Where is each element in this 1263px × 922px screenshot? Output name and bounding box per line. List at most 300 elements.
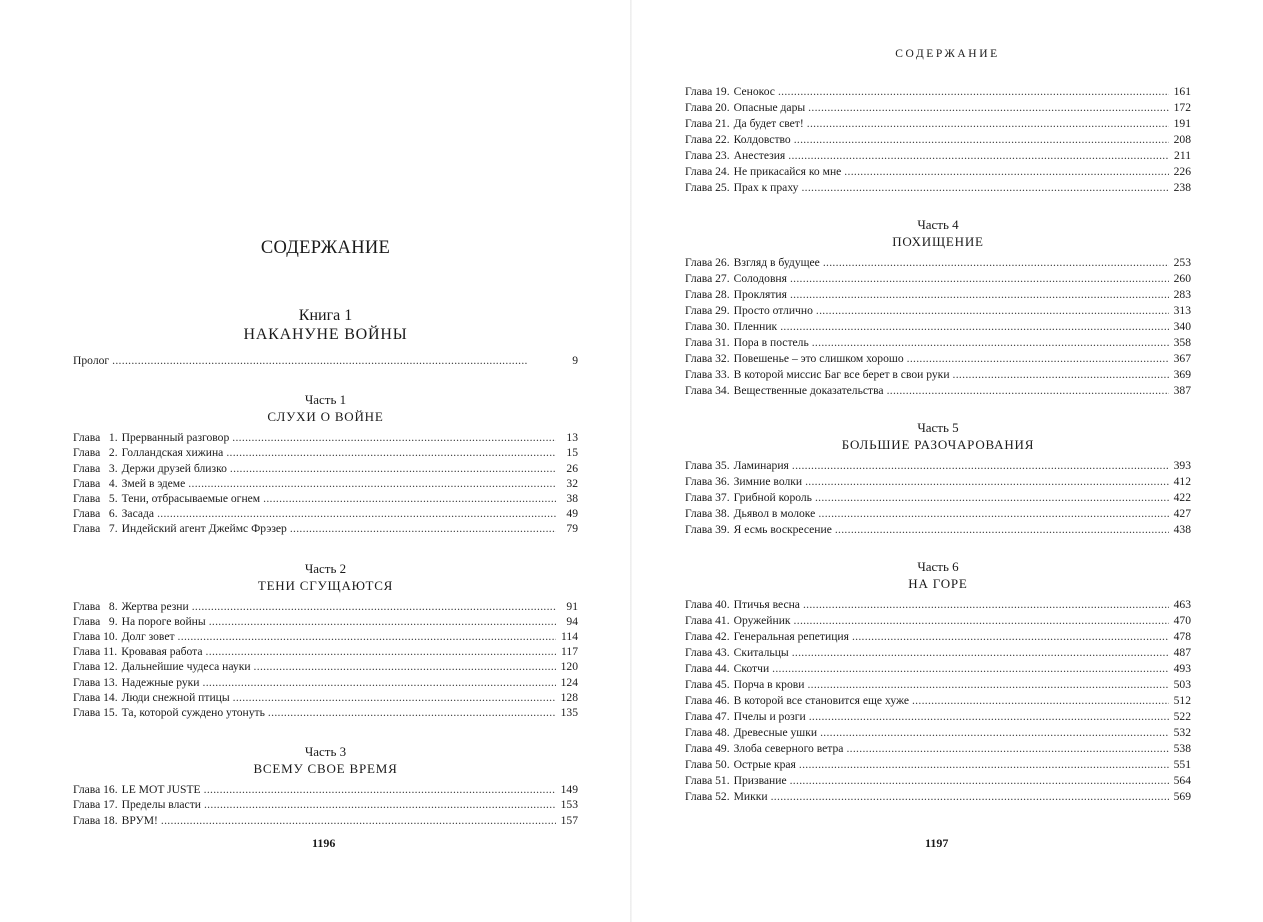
entry-title: LE MOT JUSTE xyxy=(121,783,201,797)
entry-title: Надежные руки xyxy=(121,675,200,689)
entry-page: 38 xyxy=(566,492,578,506)
leader-dots xyxy=(792,458,1169,474)
entry-page: 532 xyxy=(1173,726,1191,739)
leader-dots xyxy=(268,705,556,720)
toc-entry xyxy=(685,164,1191,180)
leader-dots xyxy=(780,319,1169,335)
right-page xyxy=(632,0,1263,922)
entry-title: Острые края xyxy=(733,758,796,771)
entry-page: 128 xyxy=(560,690,578,704)
entry-title: Просто отлично xyxy=(733,304,813,317)
chapter-number: Глава 18. xyxy=(73,813,118,827)
toc-entry xyxy=(685,597,1191,613)
entry-title: В которой все становится еще хуже xyxy=(733,694,909,707)
entry-title: Призвание xyxy=(733,774,787,787)
entry-page: 478 xyxy=(1173,630,1191,643)
entry-page: 135 xyxy=(560,706,578,720)
leader-dots xyxy=(846,741,1169,757)
book-label: Книга 1 xyxy=(298,307,353,324)
toc-entry xyxy=(685,180,1191,196)
toc-entry xyxy=(685,116,1191,132)
entry-page: 9 xyxy=(572,354,578,367)
leader-dots xyxy=(835,522,1169,538)
entry-page: 157 xyxy=(560,813,578,827)
entry-title: Змей в эдеме xyxy=(121,476,186,490)
part-title: СЛУХИ О ВОЙНЕ xyxy=(267,409,384,425)
toc-entry xyxy=(73,659,578,674)
leader-dots xyxy=(263,491,556,506)
toc-entry xyxy=(685,677,1191,693)
toc-entry xyxy=(685,725,1191,741)
chapter-number: Глава 14. xyxy=(73,690,118,704)
chapter-number: Глава 33. xyxy=(685,368,730,381)
entry-page: 32 xyxy=(566,476,578,490)
toc-entry xyxy=(73,614,578,629)
toc-entry xyxy=(685,757,1191,773)
entry-title: В которой миссис Баг все берет в свои руки xyxy=(733,368,950,381)
chapter-number: Глава 31. xyxy=(685,336,730,349)
toc-entry xyxy=(685,319,1191,335)
section-gap xyxy=(685,538,1191,558)
leader-dots xyxy=(771,789,1169,805)
entry-page: 149 xyxy=(560,783,578,797)
toc-entry xyxy=(685,506,1191,522)
chapter-number: Глава 24. xyxy=(685,165,730,178)
entry-page: 569 xyxy=(1173,790,1191,803)
leader-dots xyxy=(794,613,1169,629)
entry-title: Злоба северного ветра xyxy=(733,742,844,755)
toc-section xyxy=(685,538,1191,805)
toc-entry xyxy=(685,255,1191,271)
entry-page: 503 xyxy=(1173,678,1191,691)
entry-page: 117 xyxy=(561,645,578,659)
leader-dots xyxy=(161,813,556,828)
entry-title: Засада xyxy=(121,507,155,521)
entry-page: 438 xyxy=(1173,523,1191,536)
toc-entry xyxy=(73,491,578,506)
entry-page: 253 xyxy=(1173,256,1191,269)
leader-dots xyxy=(805,474,1169,490)
chapter-number: Глава 48. xyxy=(685,726,730,739)
leader-dots xyxy=(809,709,1169,725)
chapter-number: Глава 23. xyxy=(685,149,730,162)
entry-title: Опасные дары xyxy=(733,101,806,114)
right-toc xyxy=(685,84,1191,805)
chapter-number: Глава 36. xyxy=(685,475,730,488)
toc-entry xyxy=(685,383,1191,399)
leader-dots xyxy=(290,521,556,536)
toc-entry xyxy=(685,773,1191,789)
chapter-number: Глава 44. xyxy=(685,662,730,675)
entry-title: Прах к праху xyxy=(733,181,799,194)
toc-entry xyxy=(73,675,578,690)
entry-page: 161 xyxy=(1173,85,1191,98)
leader-dots xyxy=(157,506,556,521)
entry-page: 79 xyxy=(566,522,578,536)
entry-page: 367 xyxy=(1173,352,1191,365)
entry-title: Дьявол в молоке xyxy=(733,507,816,520)
entry-page: 94 xyxy=(566,614,578,628)
leader-dots xyxy=(254,659,556,674)
entry-page: 15 xyxy=(566,446,578,460)
part-label: Часть 2 xyxy=(304,560,347,576)
toc-entry xyxy=(685,132,1191,148)
book-title: НАКАНУНЕ ВОЙНЫ xyxy=(243,326,408,343)
chapter-number: Глава 43. xyxy=(685,646,730,659)
entry-page: 538 xyxy=(1173,742,1191,755)
chapter-number: Глава 12. xyxy=(73,660,118,674)
toc-section xyxy=(685,84,1191,196)
entry-title: Держи друзей близко xyxy=(121,461,227,475)
chapter-number: Глава 21. xyxy=(685,117,730,130)
chapter-number: Глава 46. xyxy=(685,694,730,707)
toc-entry xyxy=(685,287,1191,303)
toc-entry xyxy=(685,645,1191,661)
leader-dots xyxy=(790,287,1169,303)
chapter-number: Глава 27. xyxy=(685,272,730,285)
toc-entry xyxy=(73,599,578,614)
toc-entry xyxy=(685,741,1191,757)
entry-page: 124 xyxy=(560,675,578,689)
entry-page: 412 xyxy=(1173,475,1191,488)
chapter-number: Глава 37. xyxy=(685,491,730,504)
entry-page: 260 xyxy=(1173,272,1191,285)
entry-title: Генеральная репетиция xyxy=(733,630,849,643)
entry-title: Я есмь воскресение xyxy=(733,523,832,536)
left-toc xyxy=(73,238,578,828)
entry-page: 313 xyxy=(1173,304,1191,317)
chapter-number: Глава 8. xyxy=(73,599,118,613)
leader-dots xyxy=(226,445,556,460)
chapter-number: Глава 19. xyxy=(685,85,730,98)
toc-entry xyxy=(73,644,578,659)
entry-title: Та, которой суждено утонуть xyxy=(121,706,265,720)
toc-entry xyxy=(685,351,1191,367)
entry-title: Люди снежной птицы xyxy=(121,690,230,704)
toc-entry xyxy=(685,709,1191,725)
chapter-number: Глава 29. xyxy=(685,304,730,317)
leader-dots xyxy=(808,100,1169,116)
part-label: Часть 3 xyxy=(304,744,347,760)
entry-page: 551 xyxy=(1173,758,1191,771)
chapter-number: Глава 47. xyxy=(685,710,730,723)
entry-title: Не прикасайся ко мне xyxy=(733,165,842,178)
entry-title: Взгляд в будущее xyxy=(733,256,820,269)
chapter-number: Глава 4. xyxy=(73,476,118,490)
part-title: ВСЕМУ СВОЕ ВРЕМЯ xyxy=(253,761,398,777)
chapter-number: Глава 30. xyxy=(685,320,730,333)
entry-title: Дальнейшие чудеса науки xyxy=(121,660,251,674)
entry-title: Птичья весна xyxy=(733,598,800,611)
leader-dots xyxy=(801,180,1169,196)
toc-entry xyxy=(685,335,1191,351)
entry-title: Вещественные доказательства xyxy=(733,384,884,397)
section-gap xyxy=(73,720,578,743)
toc-title: СОДЕРЖАНИЕ xyxy=(260,238,391,258)
entry-page: 487 xyxy=(1173,646,1191,659)
leader-dots xyxy=(812,335,1169,351)
entry-page: 369 xyxy=(1173,368,1191,381)
entry-page: 191 xyxy=(1173,117,1191,130)
chapter-number: Глава 51. xyxy=(685,774,730,787)
section-gap xyxy=(685,196,1191,216)
toc-entry xyxy=(685,458,1191,474)
entry-page: 226 xyxy=(1173,165,1191,178)
leader-dots xyxy=(907,351,1169,367)
toc-entry xyxy=(685,629,1191,645)
chapter-number: Глава 49. xyxy=(685,742,730,755)
part-title: БОЛЬШИЕ РАЗОЧАРОВАНИЯ xyxy=(841,437,1035,452)
leader-dots xyxy=(192,599,556,614)
chapter-number: Глава 7. xyxy=(73,522,118,536)
leader-dots xyxy=(112,353,556,368)
entry-title: Пленник xyxy=(733,320,778,333)
entry-page: 493 xyxy=(1173,662,1191,675)
toc-entry xyxy=(685,661,1191,677)
left-page xyxy=(0,0,631,922)
page-number: 1196 xyxy=(312,836,336,850)
entry-title: Оружейник xyxy=(733,614,791,627)
chapter-number: Глава 22. xyxy=(685,133,730,146)
toc-entry xyxy=(73,797,578,812)
entry-title: Солодовня xyxy=(733,272,787,285)
leader-dots xyxy=(807,116,1169,132)
entry-title: Пределы власти xyxy=(121,798,201,812)
entry-page: 238 xyxy=(1173,181,1191,194)
leader-dots xyxy=(912,693,1169,709)
leader-dots xyxy=(818,506,1169,522)
entry-title: Прерванный разговор xyxy=(121,431,230,445)
entry-title: Да будет свет! xyxy=(733,117,804,130)
part-label: Часть 5 xyxy=(917,420,959,435)
toc-entry xyxy=(73,445,578,460)
part-title: НА ГОРЕ xyxy=(908,576,968,591)
toc-entry xyxy=(73,705,578,720)
toc-entry xyxy=(73,629,578,644)
chapter-number: Глава 39. xyxy=(685,523,730,536)
leader-dots xyxy=(792,645,1169,661)
entry-page: 340 xyxy=(1173,320,1191,333)
toc-section xyxy=(73,368,578,536)
leader-dots xyxy=(178,629,556,644)
entry-page: 13 xyxy=(566,431,578,445)
entry-title: Жертва резни xyxy=(121,599,189,613)
entry-title: Пролог xyxy=(73,354,110,367)
toc-entry xyxy=(685,100,1191,116)
entry-page: 172 xyxy=(1173,101,1191,114)
entry-page: 564 xyxy=(1173,774,1191,787)
chapter-number: Глава 32. xyxy=(685,352,730,365)
entry-page: 26 xyxy=(566,461,578,475)
section-gap xyxy=(73,537,578,560)
chapter-number: Глава 34. xyxy=(685,384,730,397)
entry-title: На пороге войны xyxy=(121,614,206,628)
toc-entry xyxy=(73,506,578,521)
leader-dots xyxy=(803,597,1169,613)
toc-entry xyxy=(685,789,1191,805)
chapter-number: Глава 40. xyxy=(685,598,730,611)
entry-title: Индейский агент Джеймс Фрэзер xyxy=(121,522,287,536)
leader-dots xyxy=(807,677,1169,693)
leader-dots xyxy=(203,675,556,690)
page-number: 1197 xyxy=(925,836,949,850)
toc-entry xyxy=(685,474,1191,490)
entry-title: Колдовство xyxy=(733,133,791,146)
chapter-number: Глава 1. xyxy=(73,431,118,445)
entry-page: 358 xyxy=(1173,336,1191,349)
chapter-number: Глава 17. xyxy=(73,798,118,812)
leader-dots xyxy=(790,773,1169,789)
toc-entry xyxy=(685,271,1191,287)
leader-dots xyxy=(823,255,1169,271)
part-title: ПОХИЩЕНИЕ xyxy=(892,234,984,249)
entry-page: 470 xyxy=(1173,614,1191,627)
entry-title: Скитальцы xyxy=(733,646,789,659)
chapter-number: Глава 9. xyxy=(73,614,118,628)
entry-page: 120 xyxy=(560,660,578,674)
entry-page: 208 xyxy=(1173,133,1191,146)
entry-page: 91 xyxy=(566,599,578,613)
toc-entry xyxy=(685,367,1191,383)
entry-title: Скотчи xyxy=(733,662,770,675)
toc-section xyxy=(685,196,1191,399)
left-sections xyxy=(73,368,578,828)
entry-page: 522 xyxy=(1173,710,1191,723)
leader-dots xyxy=(816,303,1169,319)
entry-title: Повешенье – это слишком хорошо xyxy=(733,352,904,365)
toc-entry xyxy=(73,690,578,705)
entry-page: 153 xyxy=(560,798,578,812)
leader-dots xyxy=(778,84,1169,100)
entry-title: Тени, отбрасываемые огнем xyxy=(121,492,261,506)
leader-dots xyxy=(852,629,1169,645)
chapter-number: Глава 45. xyxy=(685,678,730,691)
chapter-number: Глава 15. xyxy=(73,706,118,720)
leader-dots xyxy=(887,383,1169,399)
leader-dots xyxy=(844,164,1169,180)
part-label: Часть 1 xyxy=(304,392,347,408)
chapter-number: Глава 50. xyxy=(685,758,730,771)
leader-dots xyxy=(815,490,1169,506)
leader-dots xyxy=(794,132,1169,148)
leader-dots xyxy=(230,461,556,476)
toc-entry xyxy=(685,303,1191,319)
entry-title: Микки xyxy=(733,790,768,803)
part-label: Часть 6 xyxy=(917,559,959,574)
leader-dots xyxy=(799,757,1169,773)
entry-title: Сенокос xyxy=(733,85,775,98)
toc-entry xyxy=(685,148,1191,164)
leader-dots xyxy=(206,644,556,659)
part-title: ТЕНИ СГУЩАЮТСЯ xyxy=(257,577,394,593)
leader-dots xyxy=(232,430,556,445)
entry-page: 393 xyxy=(1173,459,1191,472)
toc-section xyxy=(73,537,578,721)
chapter-number: Глава 28. xyxy=(685,288,730,301)
entry-page: 387 xyxy=(1173,384,1191,397)
toc-entry xyxy=(685,490,1191,506)
toc-entry xyxy=(685,84,1191,100)
toc-entry xyxy=(73,476,578,491)
entry-page: 463 xyxy=(1173,598,1191,611)
section-gap xyxy=(73,368,578,391)
chapter-number: Глава 2. xyxy=(73,446,118,460)
entry-title: Голландская хижина xyxy=(121,446,224,460)
entry-page: 114 xyxy=(561,630,578,644)
entry-title: ВРУМ! xyxy=(121,813,158,827)
leader-dots xyxy=(820,725,1169,741)
leader-dots xyxy=(772,661,1169,677)
toc-entry xyxy=(685,613,1191,629)
toc-entry xyxy=(73,521,578,536)
entry-title: Зимние волки xyxy=(733,475,803,488)
leader-dots xyxy=(209,614,556,629)
entry-title: Пора в постель xyxy=(733,336,809,349)
leader-dots xyxy=(790,271,1169,287)
entry-title: Проклятия xyxy=(733,288,787,301)
entry-page: 422 xyxy=(1173,491,1191,504)
entry-title: Пчелы и розги xyxy=(733,710,806,723)
chapter-number: Глава 11. xyxy=(73,645,118,659)
chapter-number: Глава 42. xyxy=(685,630,730,643)
toc-entry-prologue xyxy=(73,353,578,368)
chapter-number: Глава 52. xyxy=(685,790,730,803)
leader-dots xyxy=(953,367,1169,383)
entry-title: Порча в крови xyxy=(733,678,805,691)
entry-title: Грибной король xyxy=(733,491,812,504)
toc-entry xyxy=(685,693,1191,709)
leader-dots xyxy=(204,782,556,797)
entry-page: 512 xyxy=(1173,694,1191,707)
toc-entry xyxy=(685,522,1191,538)
entry-page: 49 xyxy=(566,507,578,521)
chapter-number: Глава 26. xyxy=(685,256,730,269)
leader-dots xyxy=(204,797,556,812)
toc-entry xyxy=(73,782,578,797)
right-sections xyxy=(685,84,1191,805)
toc-entry xyxy=(73,813,578,828)
chapter-number: Глава 6. xyxy=(73,507,118,521)
chapter-number: Глава 35. xyxy=(685,459,730,472)
chapter-number: Глава 38. xyxy=(685,507,730,520)
toc-entry xyxy=(73,430,578,445)
entry-title: Анестезия xyxy=(733,149,786,162)
entry-page: 427 xyxy=(1173,507,1191,520)
chapter-number: Глава 20. xyxy=(685,101,730,114)
leader-dots xyxy=(188,476,556,491)
part-label: Часть 4 xyxy=(917,217,959,232)
running-head: СОДЕРЖАНИЕ xyxy=(895,48,1000,60)
chapter-number: Глава 16. xyxy=(73,783,118,797)
toc-section xyxy=(73,720,578,828)
section-gap xyxy=(685,399,1191,419)
entry-title: Ламинария xyxy=(733,459,789,472)
toc-entry xyxy=(73,461,578,476)
entry-page: 283 xyxy=(1173,288,1191,301)
chapter-number: Глава 10. xyxy=(73,630,118,644)
leader-dots xyxy=(788,148,1169,164)
entry-title: Долг зовет xyxy=(121,630,175,644)
entry-page: 211 xyxy=(1174,149,1191,162)
toc-section xyxy=(685,399,1191,538)
chapter-number: Глава 13. xyxy=(73,675,118,689)
leader-dots xyxy=(233,690,556,705)
chapter-number: Глава 5. xyxy=(73,492,118,506)
entry-title: Древесные ушки xyxy=(733,726,818,739)
chapter-number: Глава 25. xyxy=(685,181,730,194)
entry-title: Кровавая работа xyxy=(121,645,203,659)
chapter-number: Глава 41. xyxy=(685,614,730,627)
